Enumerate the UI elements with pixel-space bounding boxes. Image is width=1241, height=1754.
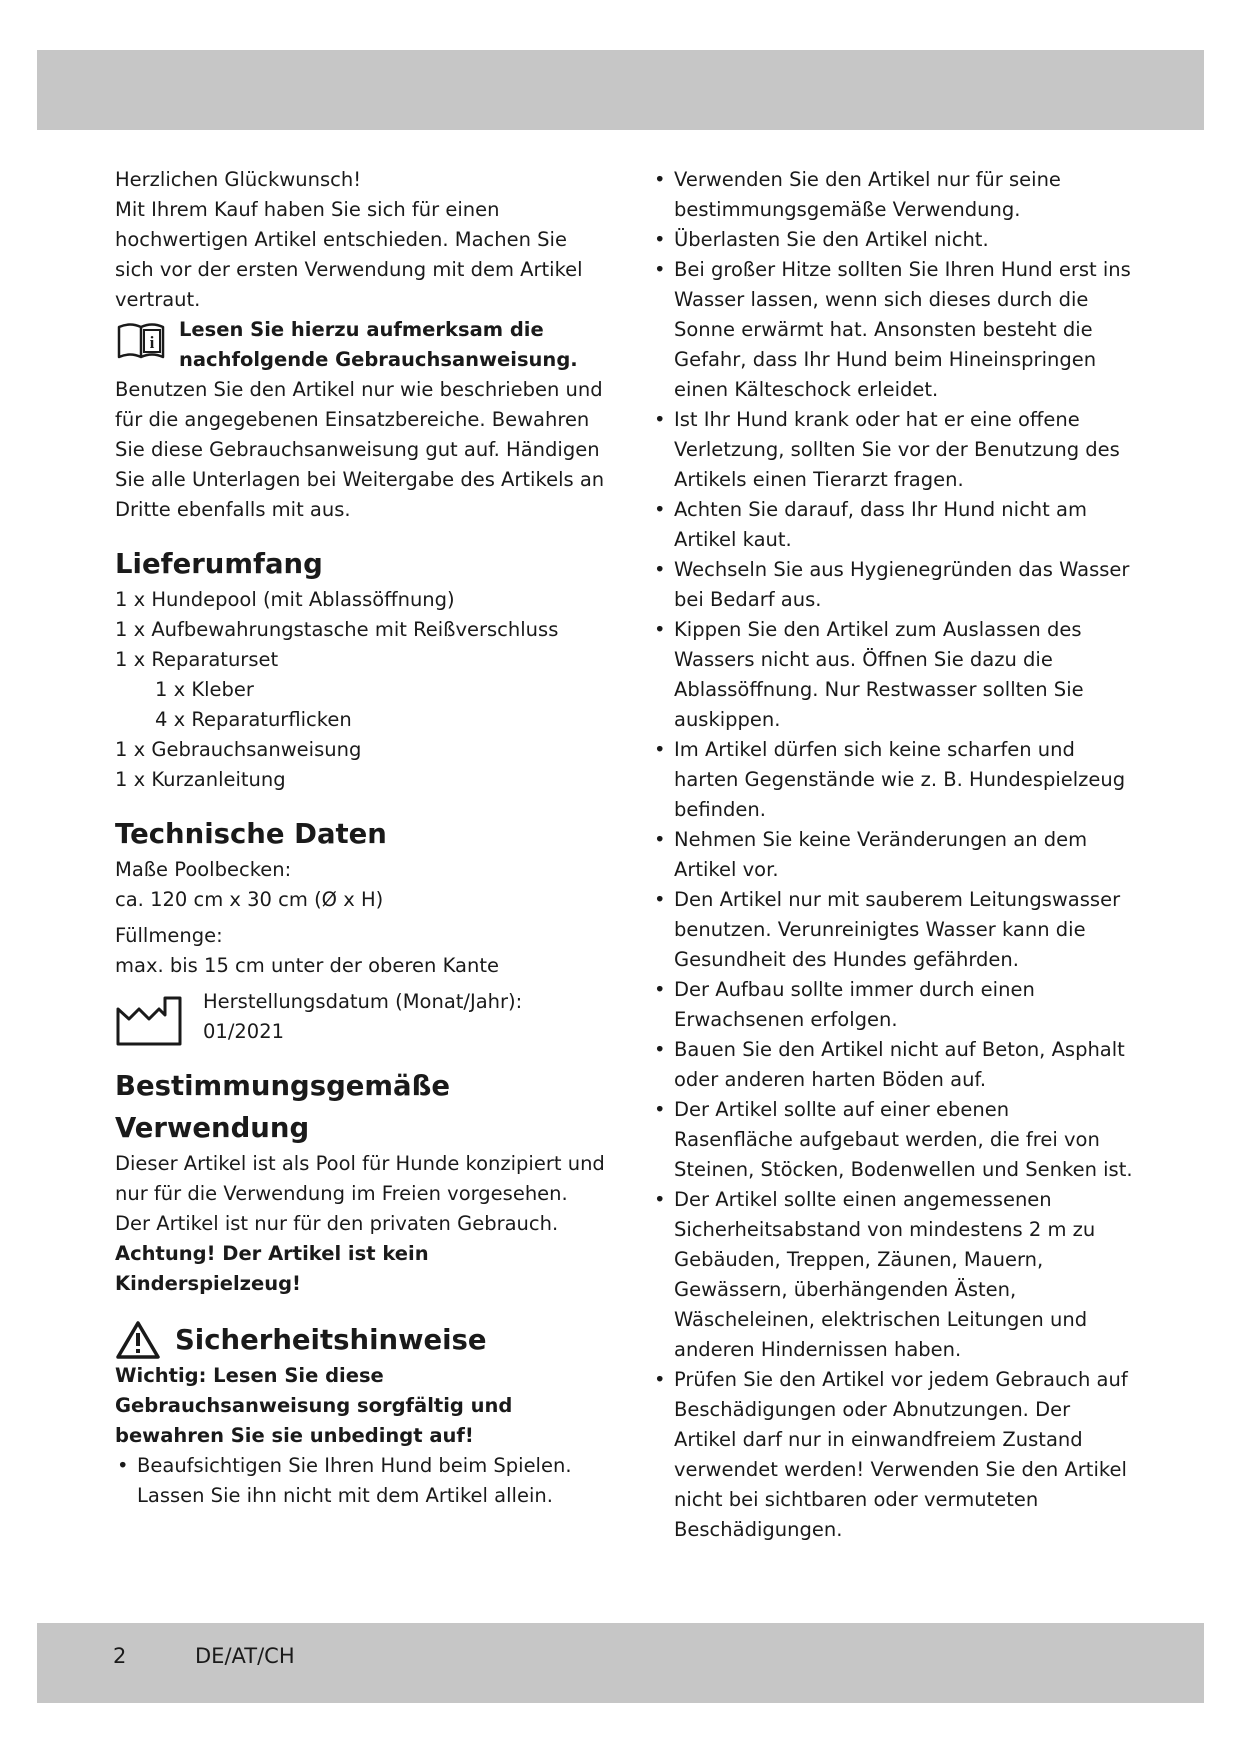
pool-size-label: Maße Poolbecken: [115, 858, 292, 881]
scope-subitem: 1 x Kleber [155, 678, 254, 701]
safety-heading: Sicherheitshinweise [175, 1324, 487, 1356]
safety-item: • Der Artikel sollte einen angemessenen Sicherheitsabstand von mindestens 2 m zu Gebäuden, Treppen, Zäunen, Mauern, Gewässern, überhängenden Ästen, Wäscheleinen, elektrischen Leitungen und anderen Hindernissen haben. [654, 1188, 1096, 1361]
safety-item: • Kippen Sie den Artikel zum Auslassen des Wassers nicht aus. Öffnen Sie dazu die Ablassöffnung. Nur Restwasser sollten Sie auskippen. [654, 618, 1084, 731]
intro-text: Mit Ihrem Kauf haben Sie sich für einen hochwertigen Artikel entschieden. Machen Sie sich vor der ersten Verwendung mit dem Artikel vertraut. [115, 198, 583, 311]
intended-use-warning: Achtung! Der Artikel ist kein Kinderspielzeug! [115, 1242, 429, 1295]
intended-use-text: Dieser Artikel ist als Pool für Hunde konzipiert und nur für die Verwendung im Freien vorgesehen. Der Artikel ist nur für den privaten Gebrauch. [115, 1152, 605, 1235]
scope-item: 1 x Hundepool (mit Ablassöffnung) [115, 588, 455, 611]
fill-label: Füllmenge: [115, 924, 223, 947]
read-manual-icon [115, 319, 167, 361]
safety-item: • Der Artikel sollte auf einer ebenen Rasenfläche aufgebaut werden, die frei von Steinen, Stöcken, Bodenwellen und Senken ist. [654, 1098, 1133, 1181]
safety-item: • Den Artikel nur mit sauberem Leitungswasser benutzen. Verunreinigtes Wasser kann die Gesundheit des Hundes gefährden. [654, 888, 1121, 971]
tech-heading: Technische Daten [115, 818, 387, 850]
safety-heading-row [115, 1319, 605, 1361]
scope-heading: Lieferumfang [115, 548, 323, 580]
factory-icon [115, 995, 183, 1047]
svg-text:i: i [149, 333, 155, 352]
manufacture-date [115, 987, 605, 1047]
safety-item: • Wechseln Sie aus Hygienegründen das Wasser bei Bedarf aus. [654, 558, 1130, 611]
safety-item: • Achten Sie darauf, dass Ihr Hund nicht am Artikel kaut. [654, 498, 1087, 551]
right-column [652, 165, 1134, 1545]
safety-item: • Bei großer Hitze sollten Sie Ihren Hund erst ins Wasser lassen, wenn sich dieses durch die Sonne erwärmt hat. Ansonsten besteht die Gefahr, dass Ihr Hund beim Hineinspringen einen Kälteschock erleidet. [654, 258, 1131, 401]
read-notice-text: Lesen Sie hierzu aufmerksam die nachfolgende Gebrauchsanweisung. [179, 318, 578, 371]
safety-item: • Bauen Sie den Artikel nicht auf Beton, Asphalt oder anderen harten Böden auf. [654, 1038, 1125, 1091]
warning-triangle-icon [115, 1320, 161, 1360]
safety-item: • Nehmen Sie keine Veränderungen an dem Artikel vor. [654, 828, 1088, 881]
safety-item: • Verwenden Sie den Artikel nur für seine bestimmungsgemäße Verwendung. [654, 168, 1061, 221]
usage-text: Benutzen Sie den Artikel nur wie beschrieben und für die angegebenen Einsatzbereiche. Bewahren Sie diese Gebrauchsanweisung gut auf. Händigen Sie alle Unterlagen bei Weitergabe des Artikels an Dritte ebenfalls mit aus. [115, 378, 605, 521]
safety-item: • Prüfen Sie den Artikel vor jedem Gebrauch auf Beschädigungen oder Abnutzungen. Der Artikel darf nur in einwandfreiem Zustand verwendet werden! Verwenden Sie den Artikel nicht bei sichtbaren oder vermuteten Beschädigungen. [654, 1368, 1128, 1541]
scope-item: 1 x Kurzanleitung [115, 768, 286, 791]
safety-item: • Der Aufbau sollte immer durch einen Erwachsenen erfolgen. [654, 978, 1035, 1031]
safety-important: Wichtig: Lesen Sie diese Gebrauchsanweisung sorgfältig und bewahren Sie sie unbedingt auf! [115, 1364, 513, 1447]
header-bar [37, 50, 1204, 130]
manufacture-date-value: 01/2021 [203, 1020, 285, 1043]
manufacture-date-label: Herstellungsdatum (Monat/Jahr): [203, 990, 523, 1013]
intended-use-heading: Bestimmungsgemäße Verwendung [115, 1070, 451, 1144]
safety-item: • Ist Ihr Hund krank oder hat er eine offene Verletzung, sollten Sie vor der Benutzung des Artikels einen Tierarzt fragen. [654, 408, 1120, 491]
pool-size-value: ca. 120 cm x 30 cm (Ø x H) [115, 888, 384, 911]
fill-value: max. bis 15 cm unter der oberen Kante [115, 954, 499, 977]
safety-list-right [652, 165, 1134, 1545]
scope-item: 1 x Gebrauchsanweisung [115, 738, 362, 761]
scope-item: 1 x Aufbewahrungstasche mit Reißverschluss [115, 618, 559, 641]
page-number: 2 [113, 1644, 127, 1668]
safety-list-left [115, 1451, 605, 1511]
read-manual-notice [115, 315, 605, 375]
scope-subitem: 4 x Reparaturflicken [155, 708, 352, 731]
safety-item: • Überlasten Sie den Artikel nicht. [654, 228, 989, 251]
safety-item: • Im Artikel dürfen sich keine scharfen und harten Gegenstände wie z. B. Hundespielzeug befinden. [654, 738, 1126, 821]
greeting: Herzlichen Glückwunsch! [115, 168, 362, 191]
country-codes: DE/AT/CH [195, 1644, 295, 1668]
scope-item: 1 x Reparaturset [115, 648, 279, 671]
left-column [115, 165, 605, 1511]
safety-item: • Beaufsichtigen Sie Ihren Hund beim Spielen. Lassen Sie ihn nicht mit dem Artikel allein. [117, 1454, 572, 1507]
